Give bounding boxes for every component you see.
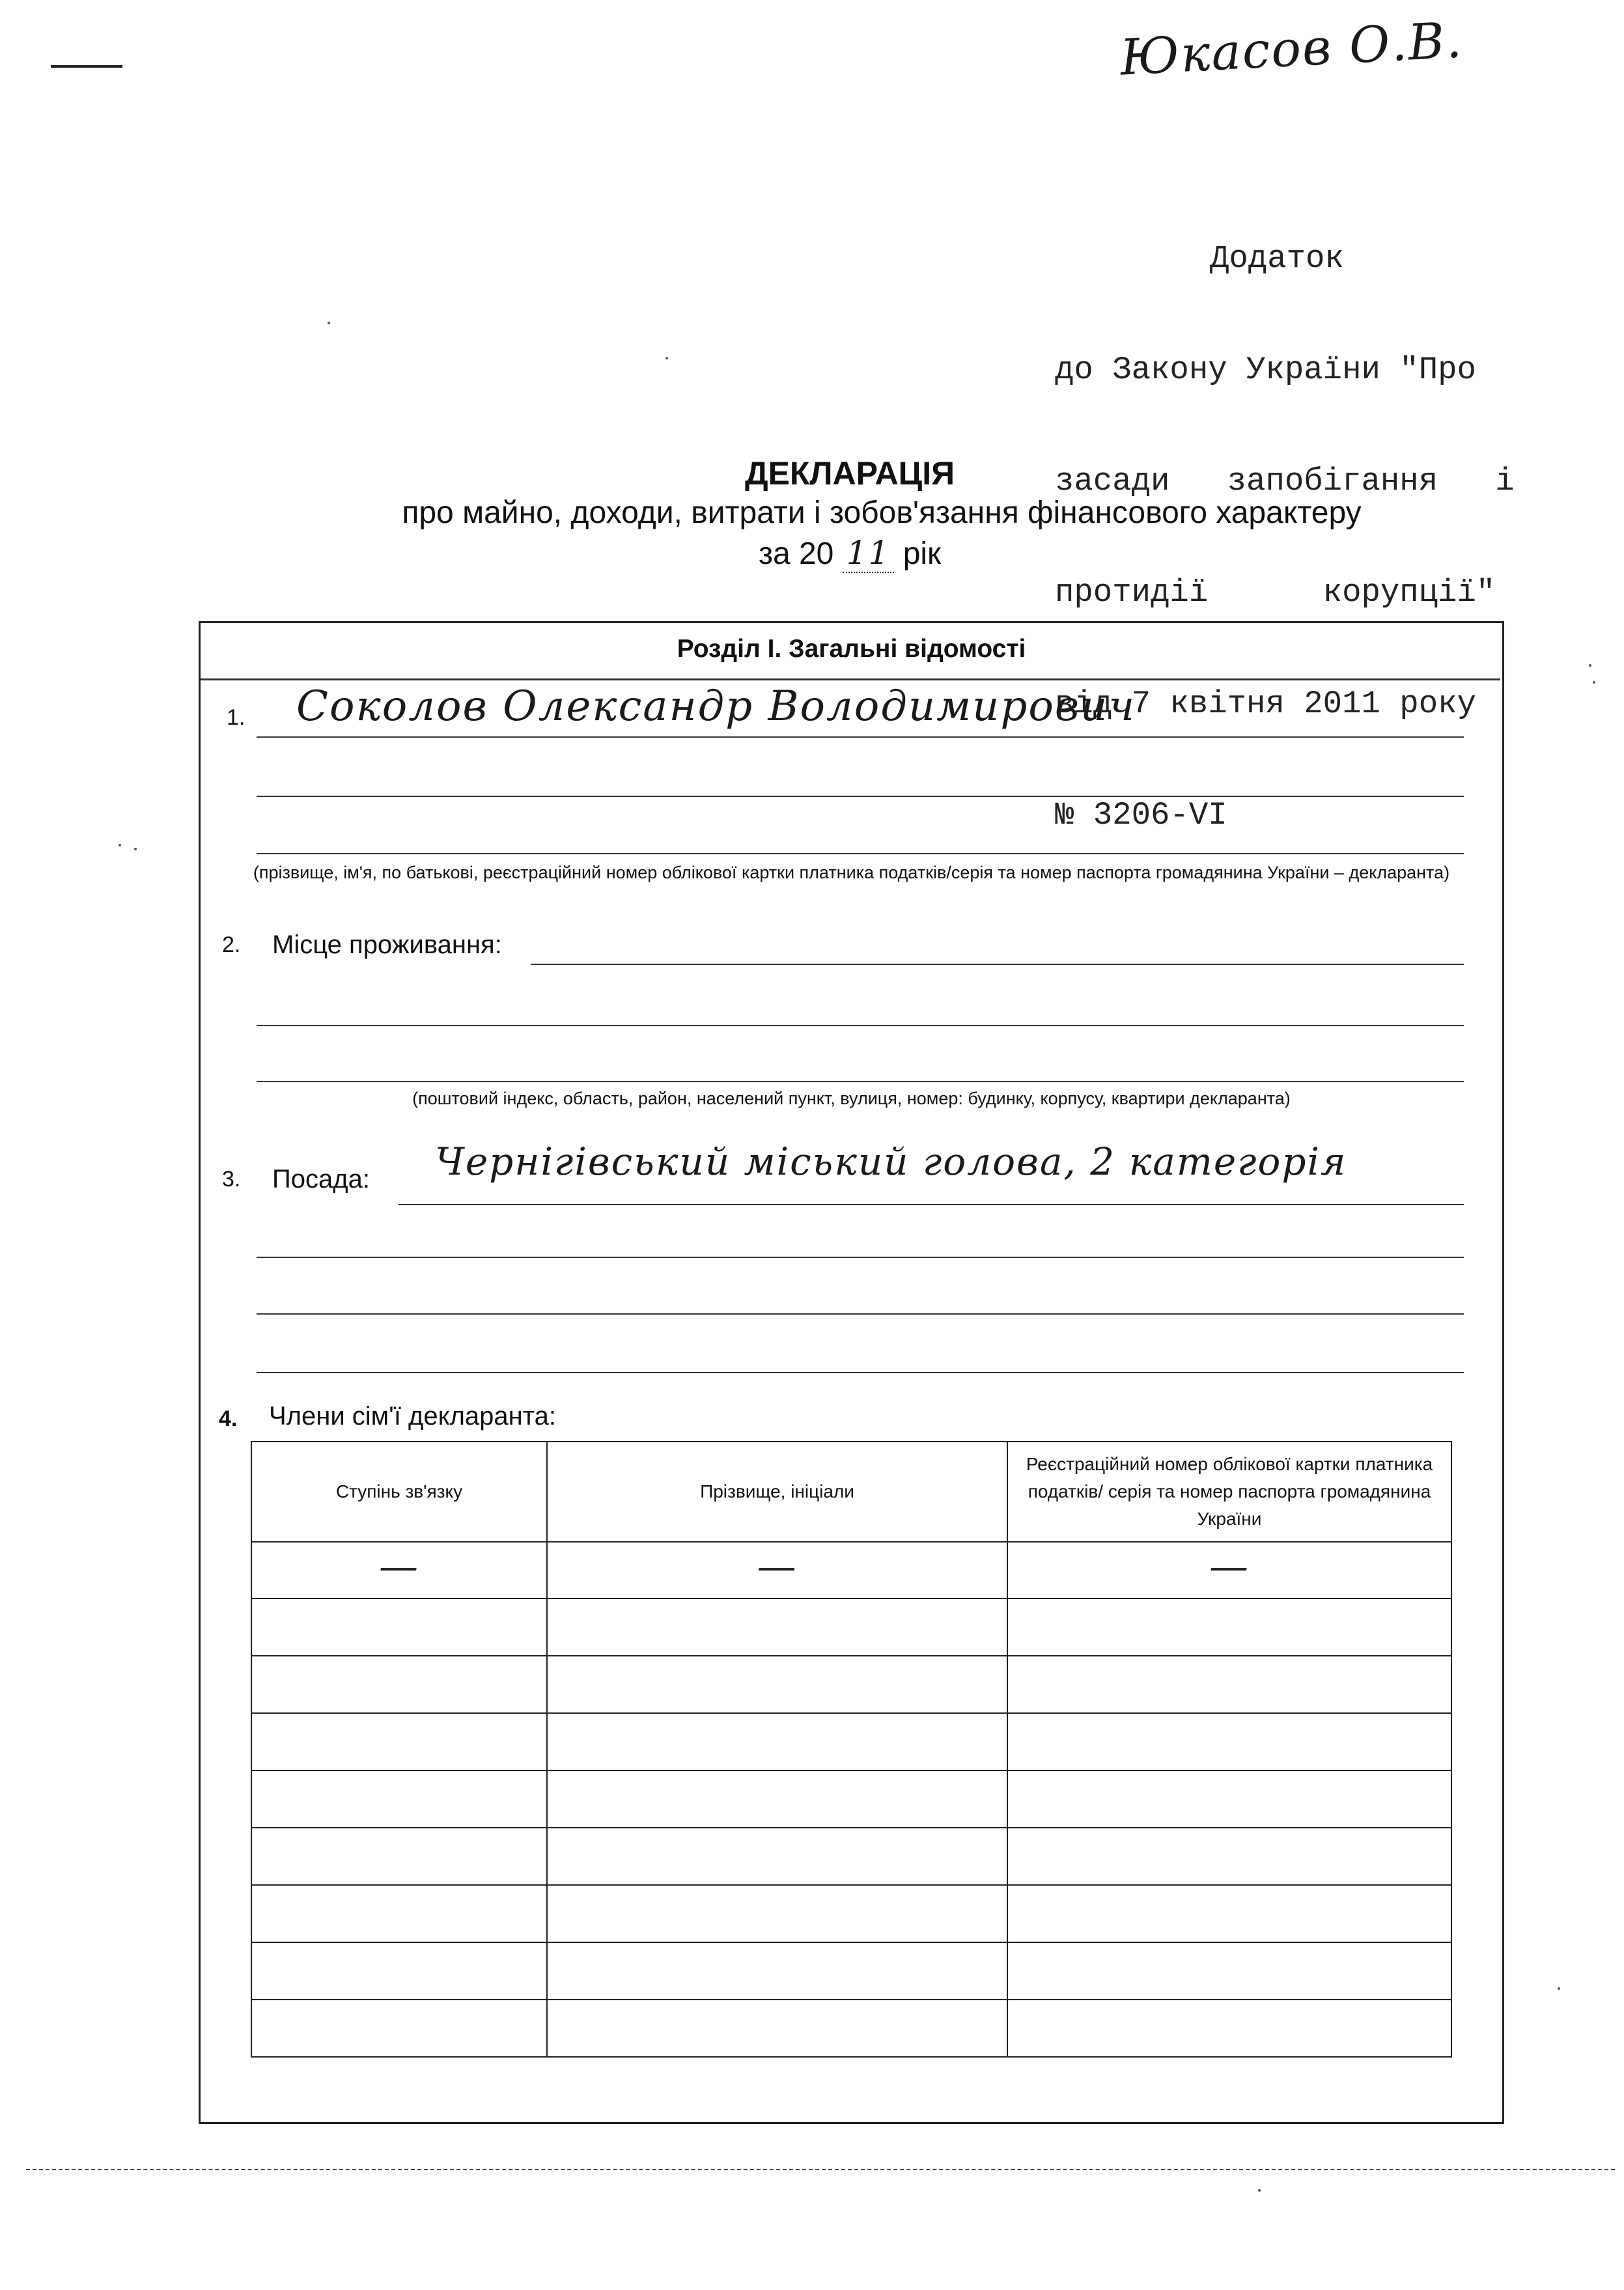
scan-speck [1593, 681, 1595, 684]
table-cell [1007, 1599, 1451, 1656]
table-cell [547, 1599, 1007, 1656]
item2-number: 2. [222, 932, 241, 957]
column-header-relation: Ступінь зв'язку [251, 1442, 547, 1542]
table-cell [1007, 1942, 1451, 2000]
item2-line-2 [257, 1025, 1464, 1026]
declaration-subtitle: про майно, доходи, витрати і зобов'язання фінансового характеру [402, 496, 1362, 530]
item1-number: 1. [227, 705, 245, 730]
family-members-table [251, 1441, 1452, 2058]
year-handwritten: 11 [843, 534, 895, 573]
table-cell [1007, 1828, 1451, 1885]
appendix-line: до Закону України "Про [1055, 352, 1476, 388]
table-cell [251, 2000, 547, 2057]
scan-speck [328, 322, 330, 324]
table-cell [251, 1885, 547, 1942]
item2-line-1 [531, 964, 1464, 965]
scan-speck [1558, 1987, 1560, 1990]
cell-dash: — [757, 1544, 798, 1589]
item3-number: 3. [222, 1167, 241, 1192]
table-row [251, 1542, 1451, 1599]
declaration-year [0, 534, 1624, 573]
item3-line-4 [257, 1372, 1464, 1373]
table-cell [1007, 1713, 1451, 1770]
scan-speck [665, 357, 668, 359]
table-row [251, 1656, 1451, 1713]
column-header-id: Реєстраційний номер облікової картки платника податків/ серія та номер паспорта громадянина України [1007, 1442, 1451, 1542]
table-row [251, 2000, 1451, 2057]
table-cell [547, 1828, 1007, 1885]
scan-speck [1589, 664, 1591, 667]
family-label: Члени сім'ї декларанта: [269, 1402, 556, 1431]
scan-speck [1258, 2189, 1261, 2192]
table-row [251, 1713, 1451, 1770]
table-cell [1007, 2000, 1451, 2057]
table-cell [251, 1656, 547, 1713]
table-cell [251, 1770, 547, 1828]
table-cell [547, 1656, 1007, 1713]
column-header-name: Прізвище, ініціали [547, 1442, 1007, 1542]
declarant-name-handwritten: Соколов Олександр Володимирович [296, 682, 1136, 731]
item2-caption: (поштовий індекс, область, район, населений пункт, вулиця, номер: будинку, корпусу, квартири декларанта) [412, 1089, 1291, 1108]
table-cell [251, 1542, 547, 1599]
page-bottom-edge [26, 2169, 1615, 2170]
item3-line-3 [257, 1313, 1464, 1315]
appendix-line: засади запобігання і [1055, 463, 1515, 499]
item4-number: 4. [219, 1406, 238, 1431]
table-cell [547, 1885, 1007, 1942]
table-row [251, 1885, 1451, 1942]
position-label: Посада: [272, 1165, 370, 1194]
table-cell [251, 1942, 547, 2000]
item1-line-2 [257, 796, 1464, 797]
section-title: Розділ І. Загальні відомості [677, 635, 1026, 663]
table-cell [1007, 1656, 1451, 1713]
item1-line-3 [257, 853, 1464, 854]
cell-dash: — [1209, 1544, 1250, 1589]
table-cell [1007, 1770, 1451, 1828]
scan-speck [134, 848, 137, 850]
appendix-line: Додаток [1210, 240, 1344, 277]
table-cell [547, 1770, 1007, 1828]
table-cell [547, 1713, 1007, 1770]
residence-label: Місце проживання: [272, 930, 502, 959]
table-cell [251, 1713, 547, 1770]
table-cell [1007, 1542, 1451, 1599]
table-cell [251, 1828, 547, 1885]
table-cell [1007, 1885, 1451, 1942]
section-title-divider [201, 678, 1500, 680]
table-row [251, 1942, 1451, 2000]
appendix-line: протидії корупції" [1055, 574, 1496, 611]
position-handwritten: Чернігівський міський голова, 2 категорія [435, 1139, 1347, 1184]
item1-caption: (прізвище, ім'я, по батькові, реєстраційний номер облікової картки платника податків/серія та номер паспорта громадянина України – декларанта) [253, 863, 1450, 882]
item1-line-1 [257, 736, 1464, 738]
item3-line-2 [257, 1257, 1464, 1258]
corner-dash-mark [51, 65, 122, 68]
table-cell [547, 2000, 1007, 2057]
appendix-line: № 3206-VI [1055, 797, 1227, 833]
table-row [251, 1599, 1451, 1656]
table-row [251, 1828, 1451, 1885]
item2-line-3 [257, 1081, 1464, 1082]
table-cell [547, 1942, 1007, 2000]
declaration-title: ДЕКЛАРАЦІЯ [744, 455, 955, 492]
cell-dash: — [379, 1544, 419, 1589]
year-suffix: рік [903, 537, 942, 571]
item3-line-1 [399, 1204, 1464, 1205]
scan-speck [119, 844, 121, 846]
year-prefix: за 20 [758, 537, 834, 571]
handwritten-note: Юкасов О.В. [1119, 10, 1464, 87]
table-cell [251, 1599, 547, 1656]
table-row [251, 1770, 1451, 1828]
appendix-line: від 7 квітня 2011 року [1055, 686, 1476, 722]
table-cell [547, 1542, 1007, 1599]
